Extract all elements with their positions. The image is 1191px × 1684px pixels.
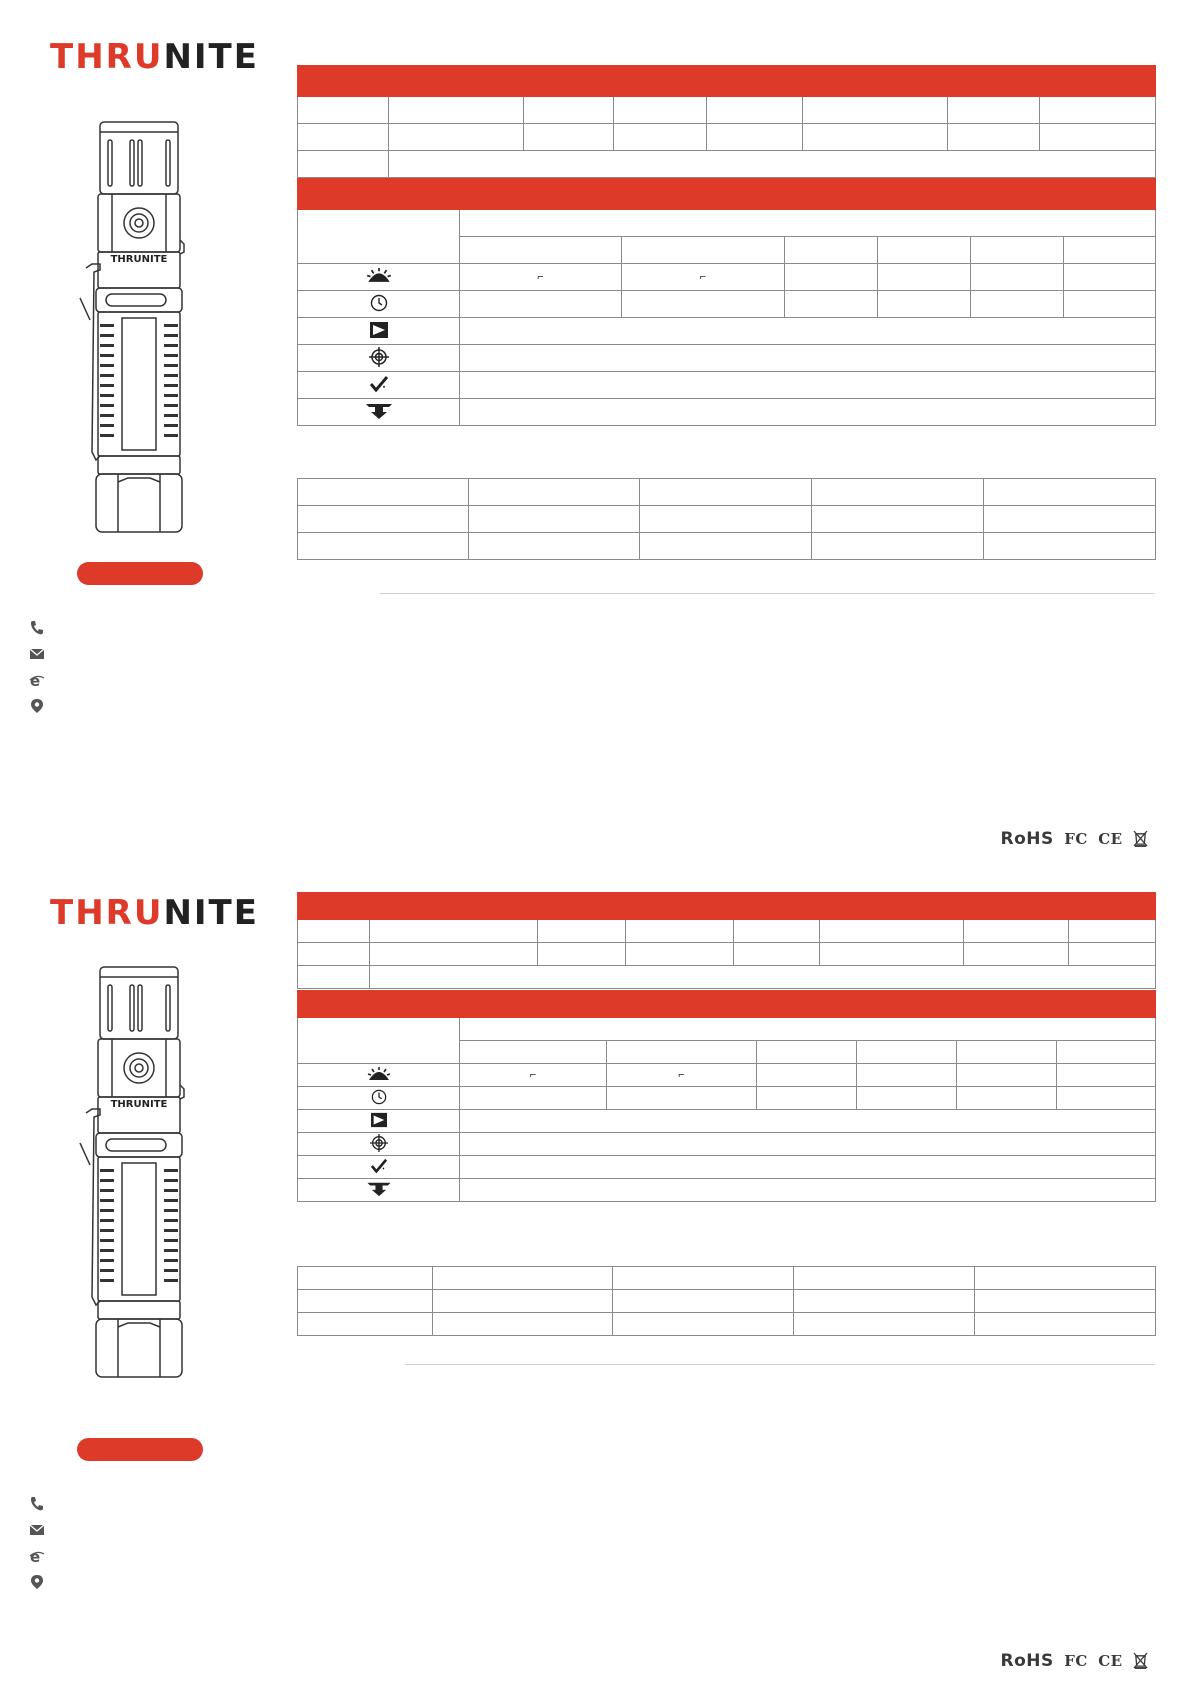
location-icon	[29, 1574, 45, 1590]
output-header-band	[298, 179, 1156, 210]
impact-resistance-icon	[365, 402, 393, 420]
runtime-icon	[371, 1089, 387, 1105]
step-down-mark: ⌐	[607, 1064, 757, 1087]
spec-header-band	[298, 893, 1156, 920]
web-icon	[29, 672, 45, 688]
step-down-mark: ⌐	[460, 1064, 607, 1087]
beam-distance-icon	[370, 1134, 388, 1152]
divider-line	[380, 593, 1155, 594]
thrunite-logo: THRUNITE	[50, 37, 259, 77]
red-label-pill	[77, 1438, 203, 1461]
spec-header-band	[298, 66, 1156, 97]
flashlight-label: THRUNITE	[110, 1099, 168, 1110]
output-header-band	[298, 991, 1156, 1018]
contact-icons	[29, 1496, 49, 1600]
divider-line	[405, 1364, 1155, 1365]
beam-distance-icon	[369, 347, 389, 367]
package-table	[297, 1266, 1156, 1336]
runtime-icon	[370, 294, 388, 312]
intensity-icon	[369, 321, 389, 339]
brightness-icon	[367, 1067, 391, 1081]
web-icon	[29, 1548, 45, 1564]
intensity-icon	[370, 1112, 388, 1128]
package-table	[297, 478, 1156, 560]
flashlight-illustration	[72, 965, 212, 1385]
location-icon	[29, 698, 45, 714]
phone-icon	[29, 1496, 45, 1512]
fc-mark: FC	[1064, 1652, 1088, 1670]
brightness-icon	[366, 268, 392, 283]
red-label-pill	[77, 562, 203, 585]
output-table	[297, 990, 1156, 1202]
phone-icon	[29, 620, 45, 636]
specifications-table	[297, 65, 1156, 178]
email-icon	[29, 1522, 45, 1538]
step-down-mark: ⌐	[460, 264, 622, 291]
flashlight-illustration	[72, 120, 212, 540]
thrunite-logo: THRUNITE	[50, 893, 259, 933]
flashlight-label: THRUNITE	[110, 254, 168, 265]
contact-icons	[29, 620, 49, 724]
certification-marks	[1001, 1651, 1148, 1671]
specifications-table	[297, 892, 1156, 989]
ce-mark: CE	[1098, 830, 1123, 848]
rohs-mark: RoHS	[1000, 829, 1054, 849]
ce-mark: CE	[1098, 1652, 1123, 1670]
step-down-mark: ⌐	[622, 264, 785, 291]
manual-page-2	[0, 832, 1191, 1674]
water-resistance-icon	[369, 375, 389, 393]
output-table	[297, 178, 1156, 426]
weee-icon	[1133, 1652, 1148, 1669]
email-icon	[29, 646, 45, 662]
impact-resistance-icon	[366, 1181, 392, 1197]
fc-mark: FC	[1064, 830, 1088, 848]
rohs-mark: RoHS	[1000, 1651, 1054, 1671]
water-resistance-icon	[370, 1158, 388, 1174]
